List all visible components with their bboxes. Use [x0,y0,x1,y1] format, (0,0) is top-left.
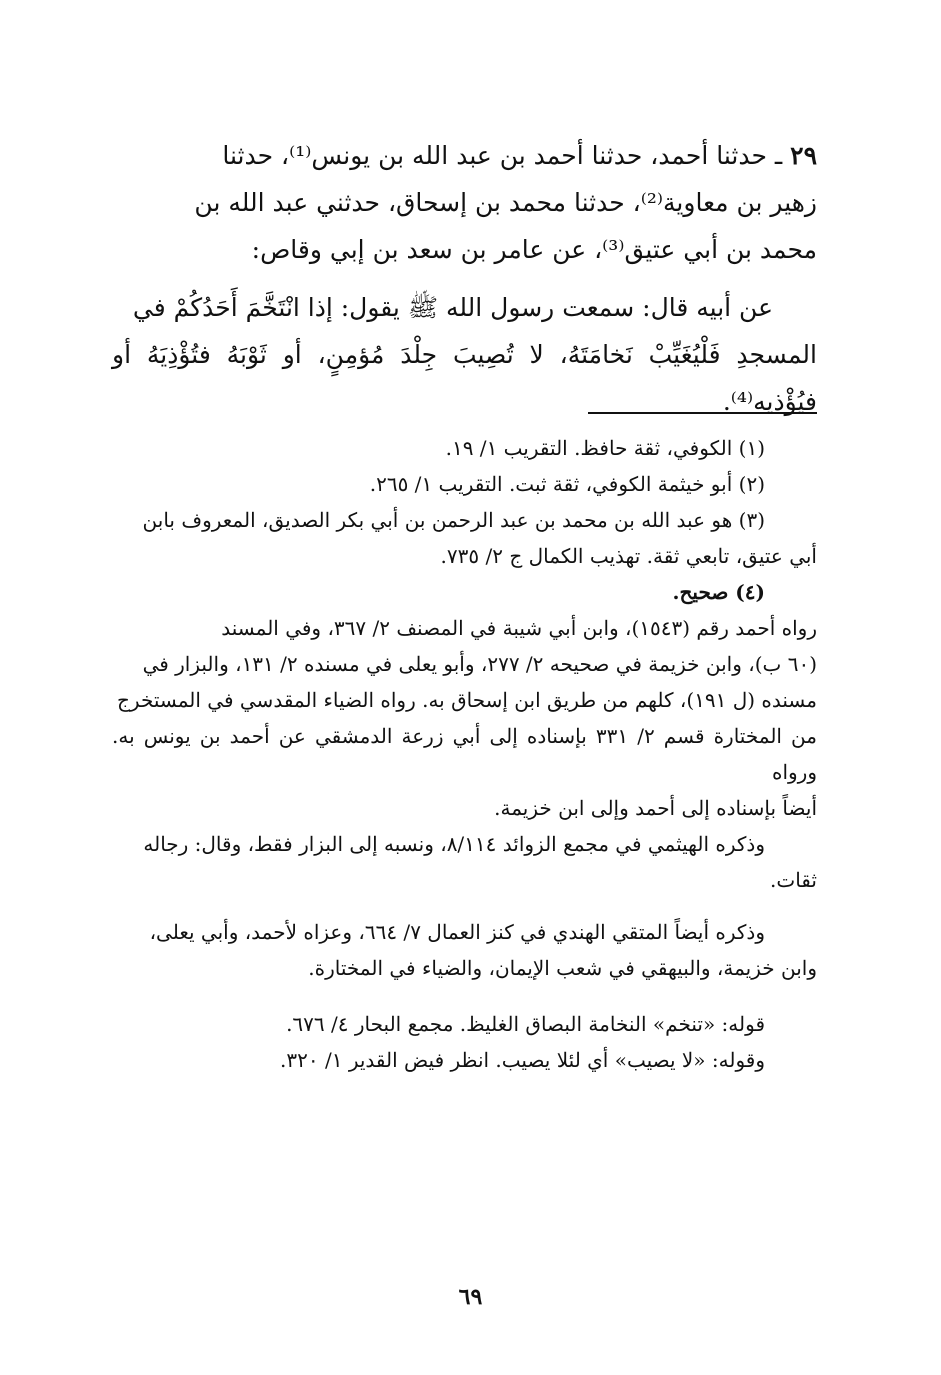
takhrij-line-4: من المختارة قسم ٢/ ٣٣١ بإسناده إلى أبي زرعة الدمشقي عن أحمد بن يونس به. ورواه [112,724,817,784]
footnote-3-line-1: (٣) هو عبد الله بن محمد بن عبد الرحمن بن أبي بكر الصديق، المعروف بابن [142,508,765,532]
footnote-2: (٢) أبو خيثمة الكوفي، ثقة ثبت. التقريب ١/ ٢٦٥. [369,472,765,496]
takhrij-line-5: أيضاً بإسناده إلى أحمد وإلى ابن خزيمة. [494,796,817,820]
takhrij-line-1: رواه أحمد رقم (١٥٤٣)، وابن أبي شيبة في المصنف ٢/ ٣٦٧، وفي المسند [221,616,817,640]
takhrij-line-2: (٦٠ ب)، وابن خزيمة في صحيحه ٢/ ٢٧٧، وأبو يعلى في مسنده ٢/ ١٣١، والبزار في [142,652,817,676]
page-number: ٦٩ [458,1284,483,1310]
footnotes [112,430,817,1078]
footnote-4: (٤) صحيح. [672,580,765,604]
hadith-line-2: زهير بن معاوية⁽²⁾، حدثنا محمد بن إسحاق، حدثني عبد الله بن [194,188,817,217]
hindi-line-2: وابن خزيمة، والبيهقي في شعب الإيمان، والضياء في المختارة. [308,956,817,980]
footnote-divider [588,412,817,414]
haythami-line-2: ثقات. [770,868,817,892]
hadith-line-1: ٢٩ ـ حدثنا أحمد، حدثنا أحمد بن عبد الله بن يونس⁽¹⁾، حدثنا [222,141,817,170]
footnote-1: (١) الكوفي، ثقة حافظ. التقريب ١/ ١٩. [445,436,765,460]
takhrij-line-3: مسنده (ل ١٩١)، كلهم من طريق ابن إسحاق به. رواه الضياء المقدسي في المستخرج [117,688,817,712]
hadith-line-3: محمد بن أبي عتيق⁽³⁾، عن عامر بن سعد بن إبي وقاص: [251,235,817,264]
haythami-line-1: وذكره الهيثمي في مجمع الزوائد ٨/١١٤، ونسبه إلى البزار فقط، وقال: رجاله [143,832,765,856]
hadith-line-5: المسجدِ فَلْيُغَيِّبْ نَخامَتَهُ، لا تُصِيبَ جِلْدَ مُؤمِنٍ، أو ثَوْبَهُ فتُؤْذِيَهُ أو فيُؤْذيه⁽⁴⁾. [112,340,817,416]
hadith-line-4: عن أبيه قال: سمعت رسول الله ﷺ يقول: إذا انْتَخَّمَ أَحَدُكُمْ في [132,293,773,322]
footnote-3-line-2: أبي عتيق، تابعي ثقة. تهذيب الكمال ج ٢/ ٧٣٥. [440,544,817,568]
hadith-number: ٢٩ [790,141,817,170]
hadith-text [112,132,817,425]
gloss-line-1: قوله: «تنخم» النخامة البصاق الغليظ. مجمع البحار ٤/ ٦٧٦. [286,1012,765,1036]
hindi-line-1: وذكره أيضاً المتقي الهندي في كنز العمال ٧/ ٦٦٤، وعزاه لأحمد، وأبي يعلى، [149,920,765,944]
gloss-line-2: وقوله: «لا يصيب» أي لئلا يصيب. انظر فيض القدير ١/ ٣٢٠. [280,1048,765,1072]
